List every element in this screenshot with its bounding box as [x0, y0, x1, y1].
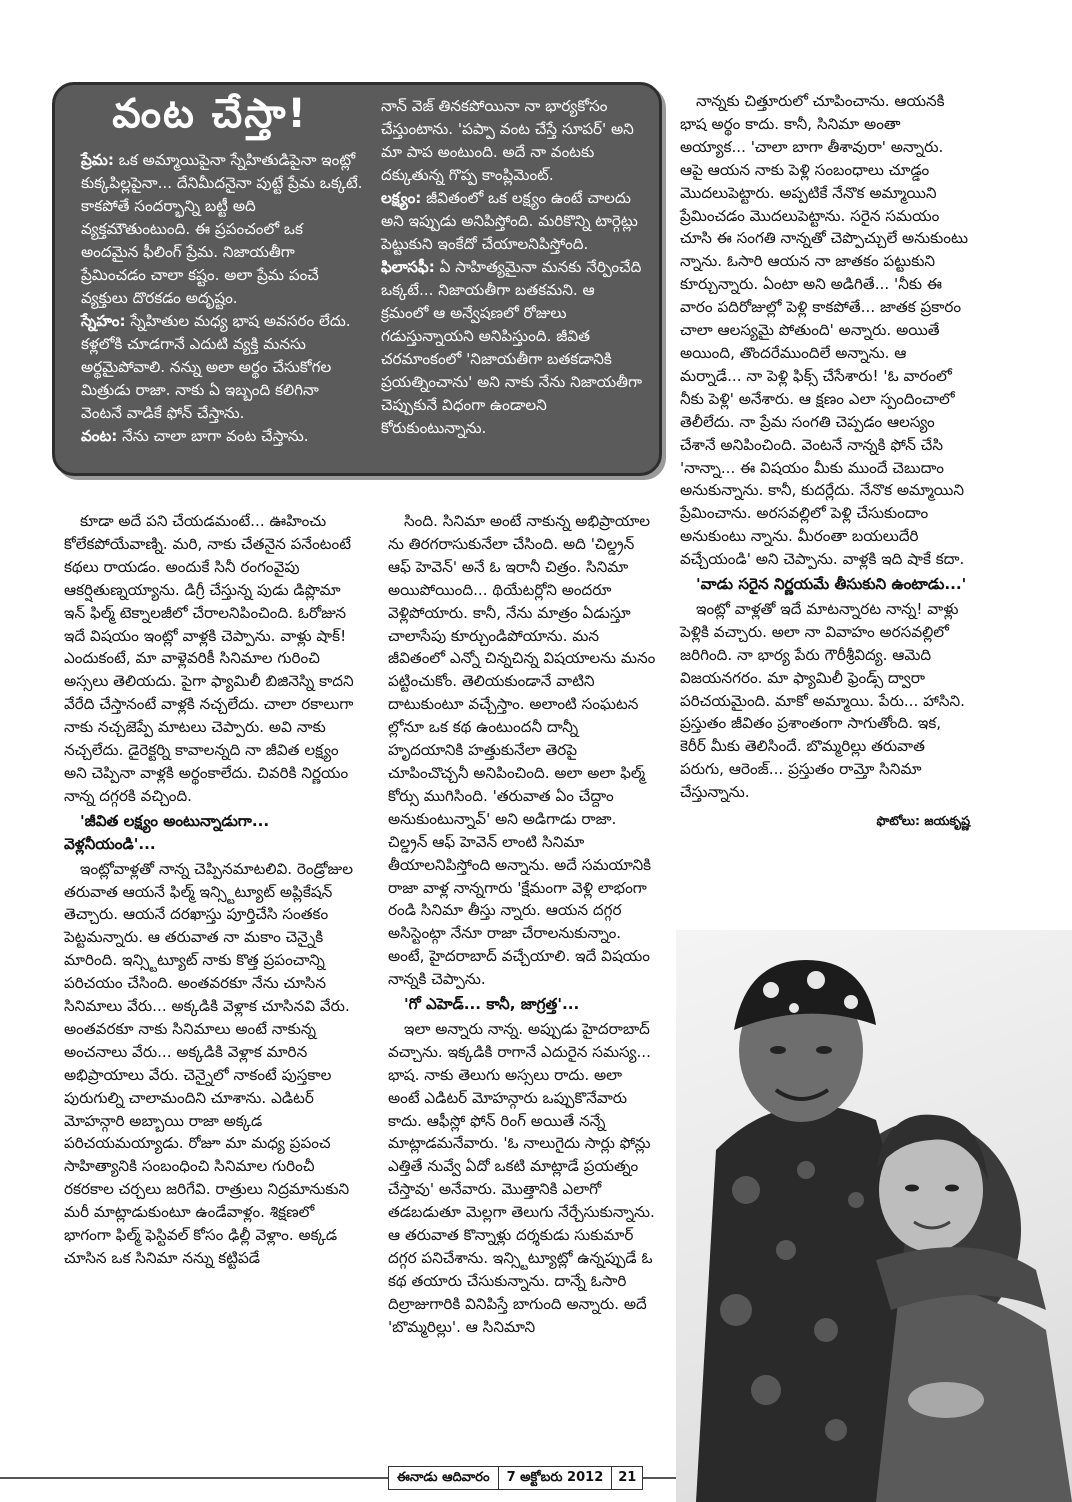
sidebar-entry-text: నాన్ వెజ్ తినకపోయినా నా భార్యకోసం చేస్తుంటాను. 'పప్పా వంట చేస్తే సూపర్' అని మా పాప అంటుంది. అదే నా వంటకు దక్కుతున్న గొప్ప కాంప్లిమెంట్. — [381, 97, 634, 184]
sidebar-entry-text: జీవితంలో ఒక లక్ష్యం ఉంటే చాలదు అని ఇప్పుడు అనిపిస్తోంది. మరికొన్ని టార్గెట్లు పెట్టుకుని ఇంకేదో చేయాలనిపిస్తోంది. — [381, 189, 638, 253]
sidebar-right-column — [381, 95, 643, 440]
issue-date: 7 అక్టోబరు 2012 — [499, 1466, 613, 1490]
sidebar-entry — [381, 95, 643, 187]
sidebar-entry — [81, 425, 363, 448]
sidebar-entry — [381, 187, 643, 256]
sidebar-entry-label: ఫిలాసఫీ: — [381, 258, 435, 276]
sidebar-entry — [81, 149, 363, 310]
sidebar-entry-text: ఒక అమ్మాయిపైనా స్నేహితుడిపైనా ఇంట్లో కుక్కపిల్లపైనా... దేనిమీదనైనా పుట్టే ప్రేమ ఒక్కటే. కాకపోతే సందర్భాన్ని బట్టీ అది వ్యక్తమౌతుంటుంది. ఈ ప్రపంచంలో ఒక అందమైన ఫీలింగ్ ప్రేమ. నిజాయతీగా ప్రేమించడం చాలా కష్టం. అలా ప్రేమ పంచే వ్యక్తులు దొరకడం అదృష్టం. — [81, 151, 363, 307]
article-paragraph: నాన్నకు చిత్తూరులో చూపించాను. ఆయనకి భాష అర్థం కాదు. కానీ, సినిమా అంతా అయ్యాక... 'చాలా బాగా తీశావురా' అన్నారు. ఆపై ఆయన నాకు పెళ్లి సంబంధాలు చూడ్డం మొదలుపెట్టారు. అప్పటికే నేనొక అమ్మాయిని ప్రేమించడం మొదలుపెట్టాను. సరైన సమయం చూసి ఈ సంగతి నాన్నతో చెప్పొచ్చులే అనుకుంటు న్నాను. ఓసారి ఆయన నా జాతకం పట్టుకుని కూర్చున్నారు. ఏంటా అని అడిగితే... 'నీకు ఈ వారం పదిరోజుల్లో పెళ్లి కాకపోతే... జాతక ప్రకారం చాలా ఆలస్యమై పోతుంది' అన్నారు. అయితే అయింది, తొందరేముందిలే అన్నాను. ఆ మర్నాడే... నా పెళ్లి ఫిక్స్ చేసేశారు! 'ఓ వారంలో నీకు పెళ్లి' అనేశారు. ఆ క్షణం ఎలా స్పందించాలో తెలీలేదు. నా ప్రేమ సంగతి చెప్పడం ఆలస్యం చేశానే అనిపించింది. వెంటనే నాన్నకి ఫోన్ చేసి 'నాన్నా... ఈ విషయం మీకు ముందే చెబుదాం అనుకున్నాను. కానీ, కుదర్లేదు. నేనొక అమ్మాయిని ప్రేమించాను. అరసవల్లిలో పెళ్లి చేసుకుందాం అనుకుంటు న్నాను. మీరంతా బయలుదేరి వచ్చేయండి' అని చెప్పాను. వాళ్లకి ఇది షాకే కదా. — [680, 92, 968, 569]
publication-name: ఈనాడు ఆదివారం — [388, 1466, 499, 1490]
article-paragraph: ఇంట్లోవాళ్లతో నాన్న చెప్పినమాటలివి. రెండ్రోజుల తరువాత ఆయనే ఫిల్మ్ ఇన్స్టిట్యూట్ అప్లికేషన్ తెచ్చారు. ఆయనే దరఖాస్తు పూర్తిచేసి సంతకం పెట్టమన్నారు. ఆ తరువాత నా మకాం చెన్నైకి మారింది. ఇన్స్టిట్యూట్ నాకు కొత్త ప్రపంచాన్ని పరిచయం చేసింది. అంతవరకూ నేను చూసిన సినిమాలు వేరు... అక్కడికి వెళ్లాక చూసినవి వేరు. అంతవరకూ నాకు సినిమాలు అంటే నాకున్న అంచనాలు వేరు... అక్కడికి వెళ్లాక మారిన అభిప్రాయాలు వేరు. చెన్నైలో నాకంటే పుస్తకాల పురుగుల్ని చాలామందిని చూశాను. ఎడిటర్ మోహన్గారి అబ్బాయి రాజా అక్కడ పరిచయమయ్యాడు. రోజూ మా మధ్య ప్రపంచ సాహిత్యానికి సంబంధించి సినిమాల గురించీ రకరకాల చర్చలు జరిగేవి. రాత్రులు నిద్రమానుకుని మరీ మాట్లాడుకుంటూ ఉండేవాళ్లం. శిక్షణలో భాగంగా ఫిల్మ్ ఫెస్టివల్ కోసం ఢిల్లీ వెళ్లాం. అక్కడ చూసిన ఒక సినిమా నన్ను కట్టిపడే — [64, 859, 354, 1267]
article-subheading: 'గో ఎహెడ్... కానీ, జాగ్రత్త'... — [404, 995, 580, 1014]
page-footer — [388, 1465, 643, 1491]
sidebar-entry-text: స్నేహితుల మధ్య భాష అవసరం లేదు. కళ్లలోకి చూడగానే ఎదుటి వ్యక్తి మనసు అర్థమైపోవాలి. నన్ను అలా అర్థం చేసుకోగల మిత్రుడు రాజా. నాకు ఏ ఇబ్బంది కలిగినా వెంటనే వాడికే ఫోన్ చేస్తాను. — [81, 312, 351, 422]
sidebar-entry-text: ఏ సాహిత్యమైనా మనకు నేర్పించేది ఒక్కటే... నిజాయతీగా బతకమని. ఆ క్రమంలో ఆ అన్వేషణలో రోజులు గడుస్తున్నాయని అనిపిస్తుంది. జీవిత చరమాంకంలో 'నిజాయతీగా బతకడానికి ప్రయత్నించాను' అని నాకు నేను నిజాయతీగా చెప్పుకునే విధంగా ఉండాలని కోరుకుంటున్నాను. — [381, 258, 643, 437]
article-subheading: 'వాడు సరైన నిర్ణయమే తీసుకుని ఉంటాడు...' — [696, 575, 967, 594]
article-paragraph: ఇంట్లో వాళ్లతో ఇదే మాటన్నారట నాన్న! వాళ్లు పెళ్లికి వచ్చారు. అలా నా వివాహం అరసవల్లిలో జరిగింది. నా భార్య పేరు గౌరీశ్రీవిద్య. ఆమెది విజయనగరం. మా ఫ్యామిలీ ఫ్రెండ్స్ ద్వారా పరిచయమైంది. మాకో అమ్మాయి. పేరు... హాసిని. ప్రస్తుతం జీవితం ప్రశాంతంగా సాగుతోంది. ఇక, కెరీర్ మీకు తెలిసిందే. బొమ్మరిల్లు తరువాత పరుగు, ఆరెంజ్... ప్రస్తుతం రామ్తో సినిమా చేస్తున్నాను. — [680, 599, 965, 802]
sidebar-entry-label: వంట: — [81, 427, 118, 445]
article-column-1 — [64, 510, 364, 1270]
sidebar-entry-text: నేను చాలా బాగా వంట చేస్తాను. — [117, 427, 309, 445]
article-subheading: 'జీవిత లక్ష్యం అంటున్నాడుగా... వెళ్లనీయండి'... — [64, 811, 270, 853]
page-number: 21 — [612, 1466, 643, 1490]
article-paragraph: ఇలా అన్నారు నాన్న. అప్పుడు హైదరాబాద్ వచ్చాను. ఇక్కడికి రాగానే ఎదురైన సమస్య... భాష. నాకు తెలుగు అస్సలు రాదు. అలా అంటే ఎడిటర్ మోహన్గారు ఒప్పుకొనేవారు కాదు. ఆఫీస్లో ఫోన్ రింగ్ అయితే నన్నే మాట్లాడమనేవారు. 'ఓ నాలుగైదు సార్లు ఫోన్లు ఎత్తితే నువ్వే ఏదో ఒకటి మాట్లాడే ప్రయత్నం చేస్తావు' అనేవారు. మొత్తానికి ఎలాగో తడబడుతూ మెల్లగా తెలుగు నేర్చేసుకున్నాను. ఆ తరువాత కొన్నాళ్లు దర్శకుడు సుకుమార్ దగ్గర పనిచేశాను. ఇన్స్టిట్యూట్లో ఉన్నప్పుడే ఓ కథ తయారు చేసుకున్నాను. దాన్నే ఓసారి దిల్రాజుగారికి వినిపిస్తే బాగుంది అన్నారు. అదే 'బొమ్మరిల్లు'. ఆ సినిమాని — [388, 1019, 655, 1336]
sidebar-entry — [81, 310, 363, 425]
article-paragraph: సింది. సినిమా అంటే నాకున్న అభిప్రాయాల ను తిరగరాసుకునేలా చేసింది. అది 'చిల్డ్రన్ ఆఫ్ హెవెన్' అనే ఓ ఇరానీ చిత్రం. సినిమా అయిపోయింది... థియేటర్లోని అందరూ వెళ్లిపోయారు. కానీ, నేను మాత్రం ఏడుస్తూ చాలాసేపు కూర్చుండిపోయాను. మన జీవితంలో ఎన్నో చిన్నచిన్న విషయాలను మనం పట్టించుకోం. తెలియకుండానే వాటిని దాటుకుంటూ వచ్చేస్తాం. అలాంటి సంఘటన ల్లోనూ ఒక కథ ఉంటుందనీ దాన్నీ హృదయానికి హత్తుకునేలా తెరపై చూపించొచ్చనీ అనిపించింది. అలా అలా ఫిల్మ్ కోర్సు ముగిసింది. 'తరువాత ఏం చేద్దాం అనుకుంటున్నావ్' అని అడిగాడు రాజా. చిల్డ్రన్ ఆఫ్ హెవెన్ లాంటి సినిమా తీయాలనిపిస్తోంది అన్నాను. అదే సమయానికి రాజా వాళ్ల నాన్నగారు 'క్షేమంగా వెళ్లి లాభంగా రండి సినిమా తీస్తు న్నారు. ఆయన దగ్గర అసిస్టెంట్గా నేనూ రాజా చేరాలనుకున్నాం. అంటే, హైదరాబాద్ వచ్చేయాలి. ఇదే విషయం నాన్నకి చెప్పాను. — [388, 512, 656, 989]
sidebar-entry-label: స్నేహం: — [81, 312, 126, 330]
sidebar-title: వంట చేస్తా! — [112, 91, 308, 137]
sidebar-entry-label: లక్ష్యం: — [381, 189, 422, 207]
article-column-2 — [388, 510, 656, 1339]
sidebar-left-column — [81, 149, 363, 448]
photo-illustration — [676, 930, 1072, 1502]
sidebar-box — [52, 82, 662, 476]
article-column-3 — [680, 90, 970, 833]
article-paragraph: కూడా అదే పని చేయడమంటే... ఊహించు కోలేకపోయేవాణ్ని. మరి, నాకు చేతనైన పనేంటంటే కథలు రాయడం. అందుకే సినీ రంగంవైపు ఆకర్షితుణ్నయ్యాను. డిగ్రీ చేస్తున్న పుడు డిప్లొమా ఇన్ ఫిల్మ్ టెక్నాలజీలో చేరాలనిపించింది. ఓరోజున ఇదే విషయం ఇంట్లో వాళ్లకి చెప్పాను. వాళ్లు షాక్! ఎందుకంటే, మా వాళ్లెవరికీ సినిమాల గురించి అస్సలు తెలియదు. పైగా ఫ్యామిలీ బిజినెస్ని కాదని వేరేది చేస్తానంటే వాళ్లకి నచ్చలేదు. చాలా రకాలుగా నాకు నచ్చజెప్పే మాటలు చెప్పారు. అవి నాకు నచ్చలేదు. డైరెక్టర్ని కావాలన్నది నా జీవిత లక్ష్యం అని చెప్పినా వాళ్లకి అర్థంకాలేదు. చివరికి నిర్ణయం నాన్న దగ్గరకి వచ్చింది. — [64, 512, 354, 805]
couple-photo — [676, 930, 1072, 1502]
sidebar-entry — [381, 256, 643, 440]
sidebar-entry-label: ప్రేమ: — [81, 151, 114, 169]
photo-credit: ఫొటోలు: జయకృష్ణ — [876, 813, 970, 829]
